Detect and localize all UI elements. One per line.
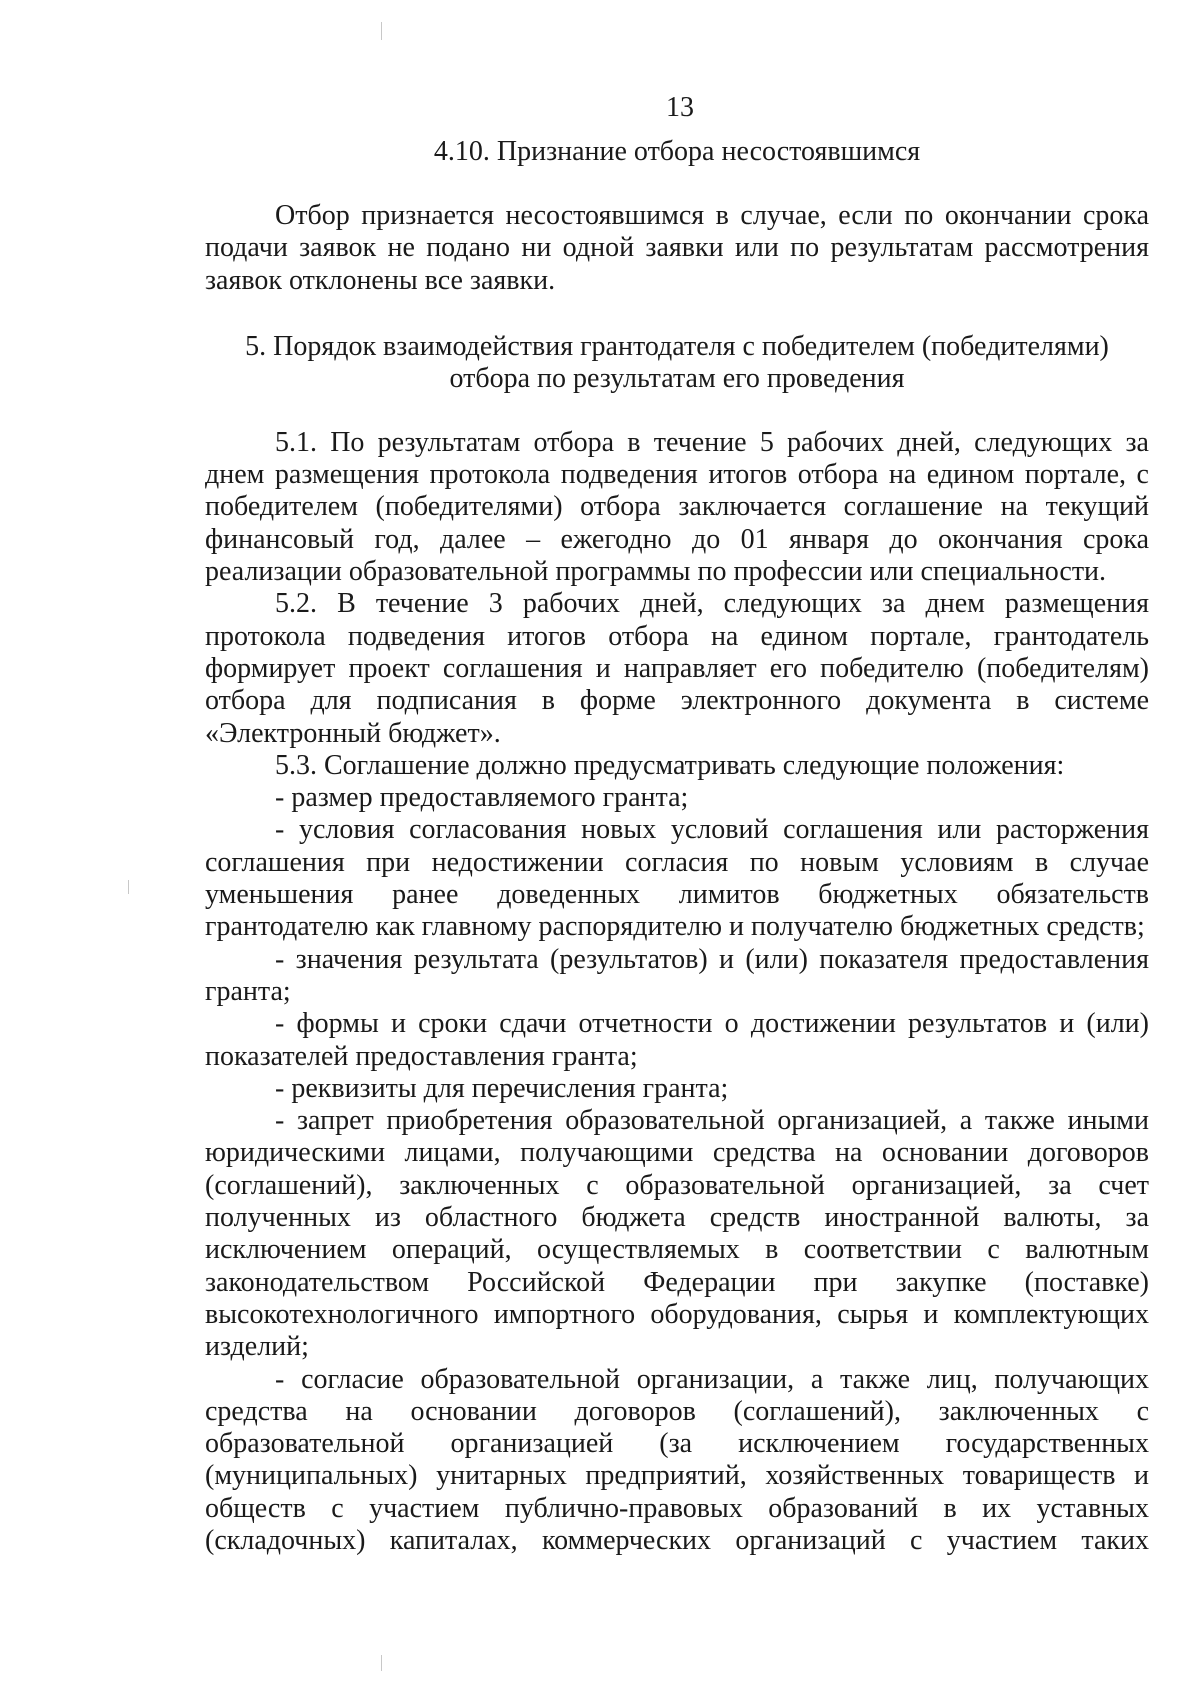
list-item-agreement-conditions: - условия согласования новых условий соглашения или расторжения соглашения при недостижении согласия по новым условиям в случае уменьшения ранее доведенных лимитов бюджетных обязательств грантодателю как главному распорядителю и получателю бюджетных средств; (205, 814, 1149, 943)
list-item-result-values: - значения результата (результатов) и (или) показателя предоставления гранта; (205, 943, 1149, 1007)
paragraph-5-3: 5.3. Соглашение должно предусматривать следующие положения: (275, 749, 1065, 781)
scan-artifact-top (381, 22, 382, 40)
list-item-currency-ban: - запрет приобретения образовательной организацией, а также иными юридическими лицами, получающими средства на основании договоров (соглашений), заключенных с образовательной организацией, за счет полученных из областного бюджета средств иностранной валюты, за исключением операций, осуществляемых в соответствии с валютным законодательством Российской Федерации при закупке (поставке) высокотехнологичного импортного оборудования, сырья и комплектующих изделий; (205, 1105, 1149, 1363)
section-heading-5 (205, 331, 1149, 395)
document-body (205, 136, 1149, 1557)
section-heading-5-line-1: 5. Порядок взаимодействия грантодателя с победителем (победителями) (245, 330, 1109, 362)
paragraph-4-10: Отбор признается несостоявшимся в случае, если по окончании срока подачи заявок не подано ни одной заявки или по результатам рассмотрения заявок отклонены все заявки. (205, 200, 1149, 296)
list-item-requisites: - реквизиты для перечисления гранта; (275, 1072, 729, 1104)
paragraph-5-2: 5.2. В течение 3 рабочих дней, следующих за днем размещения протокола подведения итогов отбора на едином портале, грантодатель формирует проект соглашения и направляет его победителю (победителям) отбора для подписания в форме электронного документа в системе «Электронный бюджет». (205, 588, 1149, 749)
scan-artifact-bottom (381, 1655, 382, 1671)
list-item-grant-size: - размер предоставляемого гранта; (275, 782, 689, 814)
paragraph-5-1: 5.1. По результатам отбора в течение 5 рабочих дней, следующих за днем размещения протокола подведения итогов отбора на едином портале, с победителем (победителями) отбора заключается соглашение на текущий финансовый год, далее – ежегодно до 01 января до окончания срока реализации образовательной программы по профессии или специальности. (205, 426, 1149, 588)
page-number: 13 (666, 92, 694, 123)
list-item-consent: - согласие образовательной организации, а также лиц, получающих средства на основании договоров (соглашений), заключенных с образовательной организацией (за исключением государственных (муниципальных) унитарных предприятий, хозяйственных товариществ и обществ с участием публично-правовых образований в их уставных (складочных) капиталах, коммерческих организаций с участием таких (205, 1363, 1149, 1556)
section-heading-5-line-2: отбора по результатам его проведения (449, 362, 905, 394)
scan-artifact-left (128, 880, 129, 894)
list-item-reporting: - формы и сроки сдачи отчетности о достижении результатов и (или) показателей предоставления гранта; (205, 1008, 1149, 1072)
provisions-list (205, 782, 1149, 1557)
section-heading-4-10: 4.10. Признание отбора несостоявшимся (433, 136, 921, 167)
